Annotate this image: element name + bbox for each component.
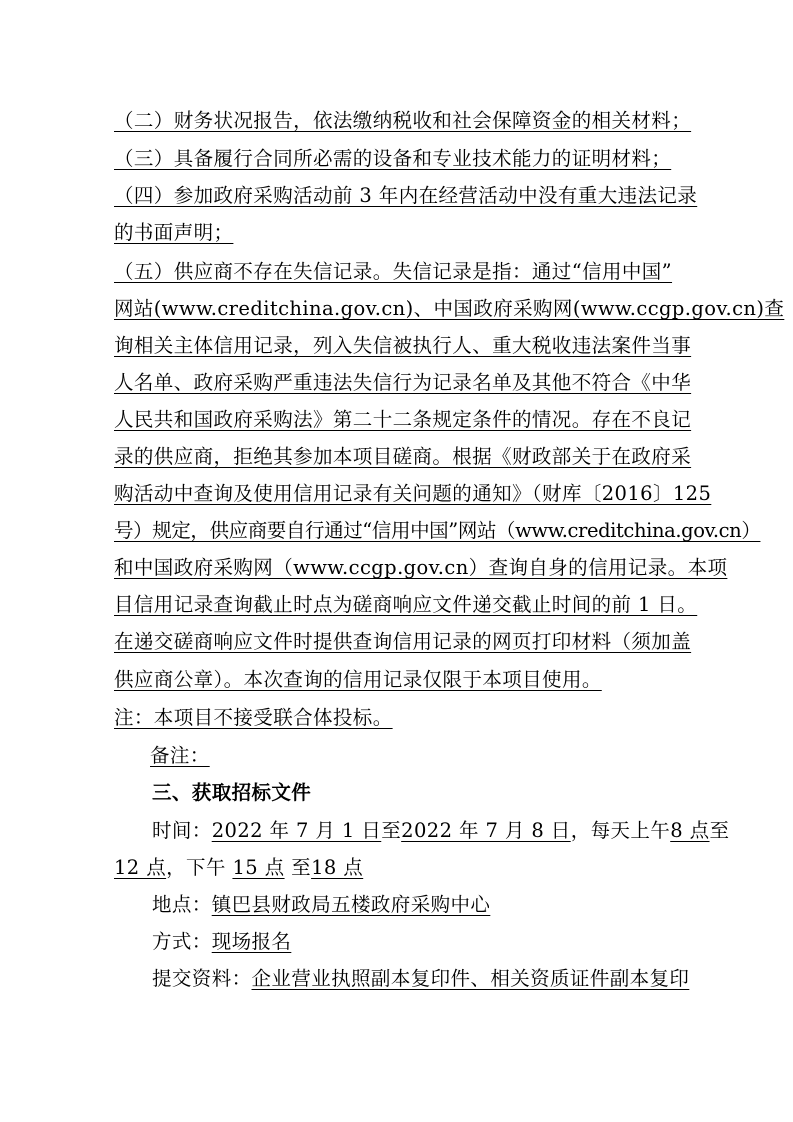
place-line (152, 892, 490, 918)
qualification-item-5-line11: 在递交磋商响应文件时提供查询信用记录的网页打印材料（须加盖 (114, 630, 692, 653)
qualification-item-5-line8: 号）规定，供应商要自行通过“信用中国”网站（www.creditchina.gov.cn） (114, 519, 761, 542)
qualification-item-5-line1: （五）供应商不存在失信记录。失信记录是指：通过“信用中国” (114, 260, 673, 283)
time-start: 2022 年 7 月 1 日 (211, 819, 382, 842)
time-line-2 (114, 855, 363, 881)
section-heading: 三、获取招标文件 (152, 781, 312, 804)
method-value: 现场报名 (211, 930, 292, 953)
qualification-item-5-line12: 供应商公章）。本次查询的信用记录仅限于本项目使用。 (114, 668, 602, 691)
time-line-1 (152, 818, 729, 844)
qualification-item-5-line6: 录的供应商，拒绝其参加本项目磋商。根据《财政部关于在政府采 (114, 445, 692, 468)
place-value: 镇巴县财政局五楼政府采购中心 (211, 893, 491, 916)
time-to: 至 (381, 819, 402, 842)
time-daily: ，每天上午 (570, 819, 671, 842)
am-to: 至 (709, 819, 730, 842)
time-label: 时间： (152, 819, 212, 842)
qualification-item-4-line2: 的书面声明； (114, 221, 234, 244)
pm-end: 18 点 (311, 856, 364, 879)
qualification-item-2: （二）财务状况报告，依法缴纳税收和社会保障资金的相关材料； (114, 109, 692, 132)
place-label: 地点： (152, 893, 212, 916)
qualification-item-3: （三）具备履行合同所必需的设备和专业技术能力的证明材料； (114, 147, 672, 170)
qualification-item-5-line3: 询相关主体信用记录，列入失信被执行人、重大税收违法案件当事 (114, 334, 692, 357)
materials-line (152, 966, 689, 992)
am-start: 8 点 (670, 819, 710, 842)
qualification-item-4-line1: （四）参加政府采购活动前 3 年内在经营活动中没有重大违法记录 (114, 184, 698, 207)
am-end: 12 点 (114, 856, 167, 879)
remark-label: 备注： (150, 744, 210, 767)
qualification-item-5-line5: 人民共和国政府采购法》第二十二条规定条件的情况。存在不良记 (114, 408, 692, 431)
consortium-note: 注：本项目不接受联合体投标。 (114, 706, 393, 729)
materials-label: 提交资料： (152, 967, 252, 990)
qualification-item-5-line10: 目信用记录查询截止时点为磋商响应文件递交截止时间的前 1 日。 (114, 593, 698, 616)
pm-to: 至 (291, 856, 312, 879)
qualification-item-5-line4: 人名单、政府采购严重违法失信行为记录名单及其他不符合《中华 (114, 371, 692, 394)
qualification-item-5-line2: 网站(www.creditchina.gov.cn)、中国政府采购网(www.ccgp.gov.cn)查 (114, 297, 785, 320)
materials-value: 企业营业执照副本复印件、相关资质证件副本复印 (251, 967, 690, 990)
method-label: 方式： (152, 930, 212, 953)
pm-start: 15 点 (232, 856, 285, 879)
qualification-item-5-line9: 和中国政府采购网（www.ccgp.gov.cn）查询自身的信用记录。本项 (114, 556, 728, 579)
time-end: 2022 年 7 月 8 日 (401, 819, 571, 842)
method-line (152, 929, 291, 955)
pm-label: ，下午 (166, 856, 226, 879)
qualification-item-5-line7: 购活动中查询及使用信用记录有关问题的通知》（财库〔2016〕125 (114, 482, 712, 505)
